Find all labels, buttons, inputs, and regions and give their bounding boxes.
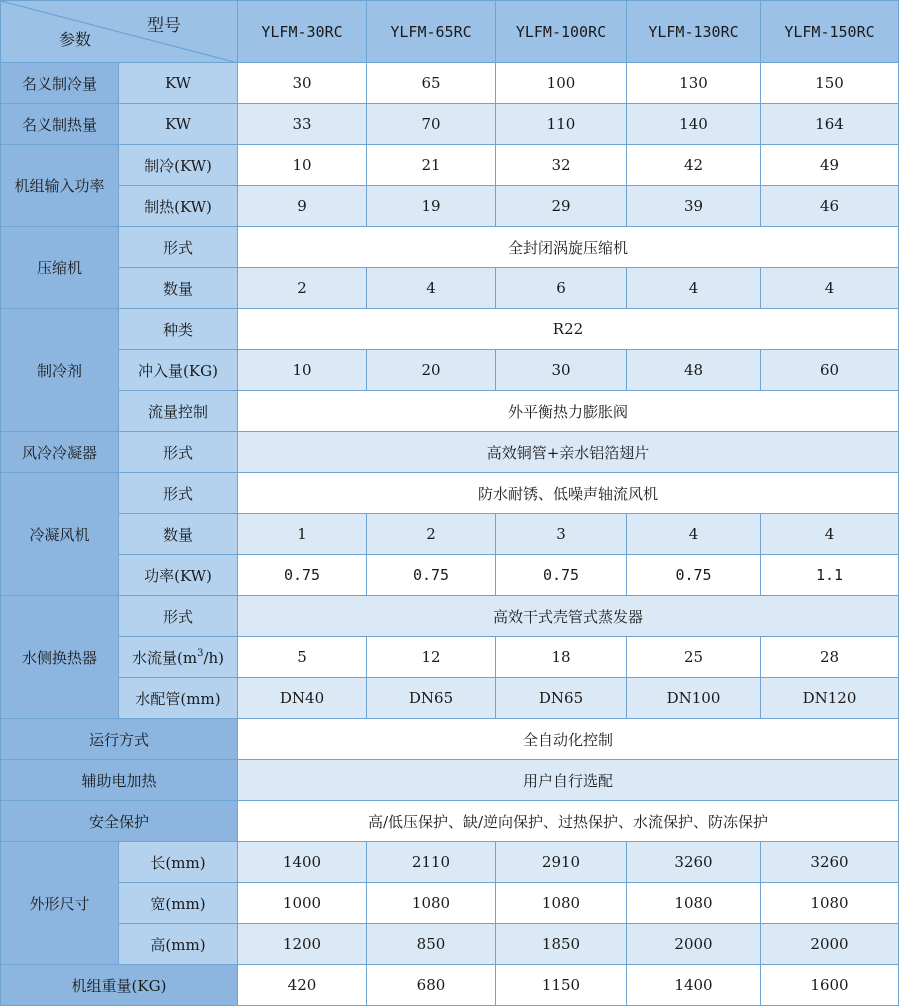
table-row	[1, 719, 899, 760]
table-row	[1, 842, 899, 883]
row-label-condenser-fan: 冷凝风机	[1, 473, 119, 596]
diagonal-divider	[1, 1, 238, 63]
model-header: YLFM-130RC	[627, 1, 761, 63]
sub-label-height: 高(mm)	[119, 924, 238, 965]
value-cell: 1150	[496, 965, 627, 1006]
flow-label-pre: 水流量(m	[131, 648, 198, 667]
value-cell: 33	[238, 104, 367, 145]
sub-label-qty: 数量	[119, 514, 238, 555]
value-cell: 21	[367, 145, 496, 186]
merged-value-cell: R22	[238, 309, 899, 350]
value-cell: DN40	[238, 678, 367, 719]
sub-label-type: 形式	[119, 227, 238, 268]
table-row	[1, 391, 899, 432]
table-row	[1, 637, 899, 678]
table-row	[1, 924, 899, 965]
row-label-compressor: 压缩机	[1, 227, 119, 309]
value-cell: 1000	[238, 883, 367, 924]
row-label-operation: 运行方式	[1, 719, 238, 760]
table-row	[1, 309, 899, 350]
table-row	[1, 350, 899, 391]
value-cell: 1.1	[761, 555, 899, 596]
value-cell: 10	[238, 145, 367, 186]
value-cell: 2910	[496, 842, 627, 883]
sub-label-cooling: 制冷(KW)	[119, 145, 238, 186]
table-row	[1, 104, 899, 145]
table-row	[1, 596, 899, 637]
value-cell: 420	[238, 965, 367, 1006]
flow-label-sup: 3	[197, 647, 204, 659]
sub-label-type: 形式	[119, 473, 238, 514]
table-row	[1, 473, 899, 514]
table-row	[1, 63, 899, 104]
value-cell: 39	[627, 186, 761, 227]
value-cell: 3260	[761, 842, 899, 883]
row-label-input-power: 机组输入功率	[1, 145, 119, 227]
sub-label-water-flow	[119, 637, 238, 678]
value-cell: 150	[761, 63, 899, 104]
table-row	[1, 965, 899, 1006]
value-cell: 46	[761, 186, 899, 227]
flow-label-post: /h)	[203, 648, 225, 667]
unit-cell: KW	[119, 104, 238, 145]
value-cell: DN65	[496, 678, 627, 719]
merged-value-cell: 高/低压保护、缺/逆向保护、过热保护、水流保护、防冻保护	[238, 801, 899, 842]
param-label: 参数	[59, 30, 92, 49]
value-cell: 110	[496, 104, 627, 145]
value-cell: 130	[627, 63, 761, 104]
value-cell: 18	[496, 637, 627, 678]
model-header: YLFM-30RC	[238, 1, 367, 63]
row-label-refrigerant: 制冷剂	[1, 309, 119, 432]
value-cell: DN100	[627, 678, 761, 719]
value-cell: 70	[367, 104, 496, 145]
value-cell: DN120	[761, 678, 899, 719]
header-row	[1, 1, 899, 63]
value-cell: 1080	[367, 883, 496, 924]
value-cell: 65	[367, 63, 496, 104]
model-header: YLFM-150RC	[761, 1, 899, 63]
value-cell: 19	[367, 186, 496, 227]
sub-label-kind: 种类	[119, 309, 238, 350]
value-cell: 32	[496, 145, 627, 186]
value-cell: 680	[367, 965, 496, 1006]
model-header: YLFM-100RC	[496, 1, 627, 63]
value-cell: 850	[367, 924, 496, 965]
table-row	[1, 883, 899, 924]
sub-label-charge: 冲入量(KG)	[119, 350, 238, 391]
table-row	[1, 801, 899, 842]
value-cell: 10	[238, 350, 367, 391]
value-cell: 1080	[496, 883, 627, 924]
value-cell: 0.75	[367, 555, 496, 596]
value-cell: 0.75	[496, 555, 627, 596]
value-cell: 49	[761, 145, 899, 186]
sub-label-power: 功率(KW)	[119, 555, 238, 596]
sub-label-width: 宽(mm)	[119, 883, 238, 924]
row-label-safety: 安全保护	[1, 801, 238, 842]
value-cell: 2110	[367, 842, 496, 883]
row-label-water-hx: 水侧换热器	[1, 596, 119, 719]
merged-value-cell: 全封闭涡旋压缩机	[238, 227, 899, 268]
value-cell: 4	[627, 268, 761, 309]
value-cell: 9	[238, 186, 367, 227]
model-label: 型号	[147, 16, 181, 36]
header-corner-cell	[1, 1, 238, 63]
table-row	[1, 145, 899, 186]
value-cell: 2	[367, 514, 496, 555]
merged-value-cell: 全自动化控制	[238, 719, 899, 760]
row-label-cooling-capacity: 名义制冷量	[1, 63, 119, 104]
value-cell: 12	[367, 637, 496, 678]
row-label-weight: 机组重量(KG)	[1, 965, 238, 1006]
sub-label-length: 长(mm)	[119, 842, 238, 883]
value-cell: 42	[627, 145, 761, 186]
value-cell: 1	[238, 514, 367, 555]
value-cell: 2000	[627, 924, 761, 965]
value-cell: 140	[627, 104, 761, 145]
value-cell: 3	[496, 514, 627, 555]
value-cell: DN65	[367, 678, 496, 719]
value-cell: 1080	[761, 883, 899, 924]
unit-cell: KW	[119, 63, 238, 104]
merged-value-cell: 外平衡热力膨胀阀	[238, 391, 899, 432]
value-cell: 48	[627, 350, 761, 391]
value-cell: 29	[496, 186, 627, 227]
value-cell: 3260	[627, 842, 761, 883]
table-row	[1, 268, 899, 309]
table-row	[1, 678, 899, 719]
table-row	[1, 760, 899, 801]
value-cell: 28	[761, 637, 899, 678]
table-row	[1, 227, 899, 268]
table-row	[1, 514, 899, 555]
sub-label-heating: 制热(KW)	[119, 186, 238, 227]
row-label-heating-capacity: 名义制热量	[1, 104, 119, 145]
value-cell: 1400	[627, 965, 761, 1006]
value-cell: 60	[761, 350, 899, 391]
value-cell: 1850	[496, 924, 627, 965]
sub-label-qty: 数量	[119, 268, 238, 309]
sub-label-type: 形式	[119, 432, 238, 473]
table-row	[1, 186, 899, 227]
merged-value-cell: 防水耐锈、低噪声轴流风机	[238, 473, 899, 514]
value-cell: 2000	[761, 924, 899, 965]
value-cell: 25	[627, 637, 761, 678]
value-cell: 4	[627, 514, 761, 555]
value-cell: 30	[496, 350, 627, 391]
merged-value-cell: 用户自行选配	[238, 760, 899, 801]
value-cell: 1200	[238, 924, 367, 965]
row-label-dimensions: 外形尺寸	[1, 842, 119, 965]
sub-label-type: 形式	[119, 596, 238, 637]
value-cell: 4	[761, 514, 899, 555]
value-cell: 20	[367, 350, 496, 391]
value-cell: 164	[761, 104, 899, 145]
value-cell: 100	[496, 63, 627, 104]
row-label-condenser: 风冷冷凝器	[1, 432, 119, 473]
value-cell: 1080	[627, 883, 761, 924]
value-cell: 30	[238, 63, 367, 104]
row-label-aux-heater: 辅助电加热	[1, 760, 238, 801]
value-cell: 4	[761, 268, 899, 309]
value-cell: 1400	[238, 842, 367, 883]
table-row	[1, 555, 899, 596]
sub-label-pipe: 水配管(mm)	[119, 678, 238, 719]
value-cell: 0.75	[627, 555, 761, 596]
value-cell: 4	[367, 268, 496, 309]
table-row	[1, 432, 899, 473]
value-cell: 0.75	[238, 555, 367, 596]
value-cell: 2	[238, 268, 367, 309]
merged-value-cell: 高效干式壳管式蒸发器	[238, 596, 899, 637]
value-cell: 6	[496, 268, 627, 309]
value-cell: 1600	[761, 965, 899, 1006]
merged-value-cell: 高效铜管+亲水铝箔翅片	[238, 432, 899, 473]
model-header: YLFM-65RC	[367, 1, 496, 63]
value-cell: 5	[238, 637, 367, 678]
sub-label-flow-control: 流量控制	[119, 391, 238, 432]
